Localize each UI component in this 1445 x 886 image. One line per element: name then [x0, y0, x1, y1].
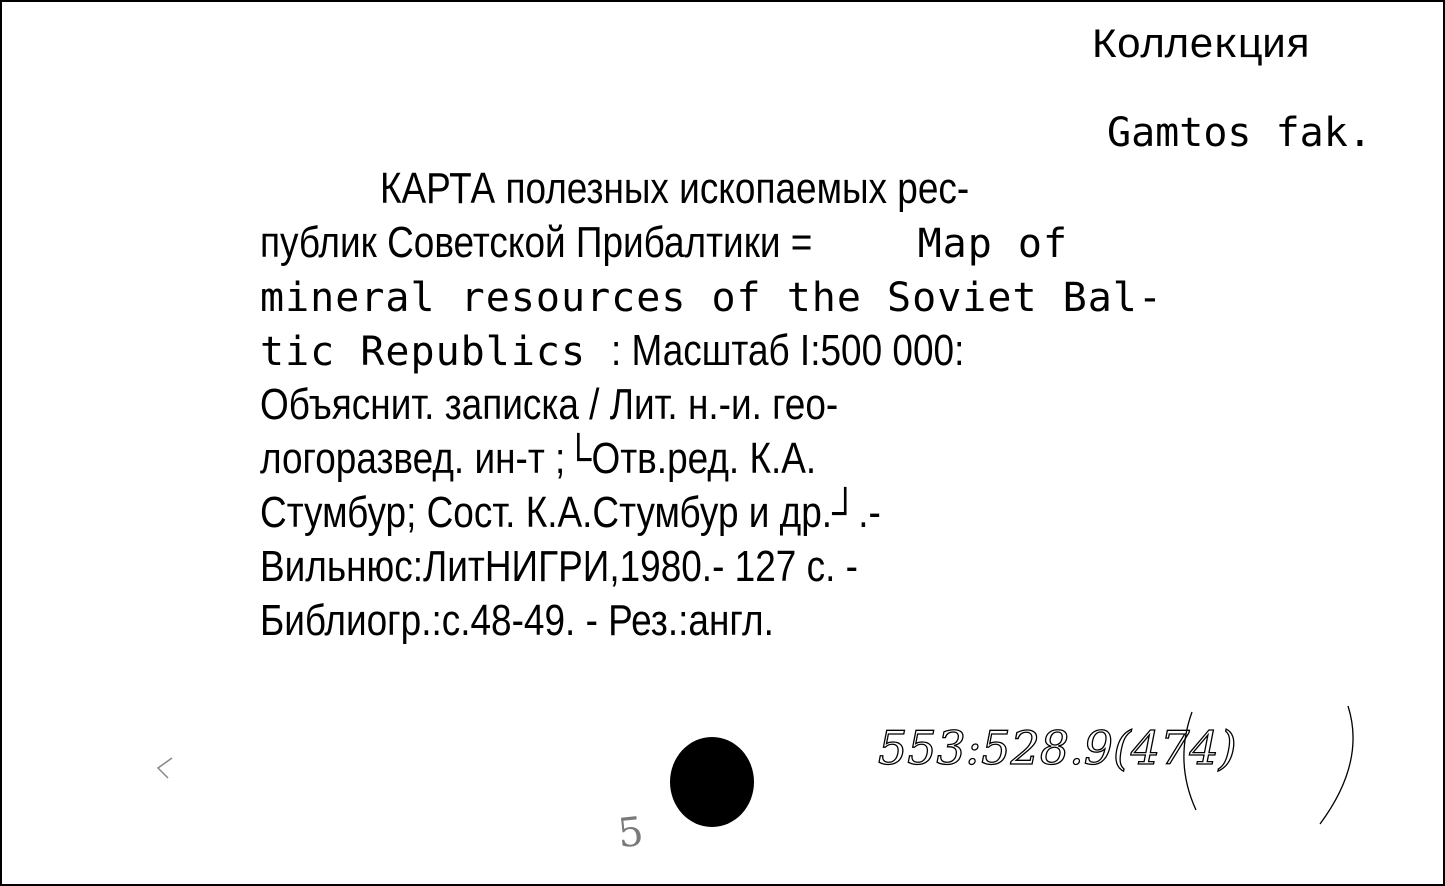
- punch-hole-dot: [670, 737, 754, 827]
- entry-line: логоразвед. ин-т ;└Отв.ред. К.А.: [260, 434, 817, 483]
- entry-line: публик Советской Прибалтики = Map of: [260, 218, 1069, 267]
- location-label: Gamtos fak.: [1107, 110, 1372, 156]
- pencil-mark-icon: [150, 754, 178, 782]
- entry-line: Вильнюс:ЛитНИГРИ,1980.- 127 с. -: [260, 542, 858, 591]
- classmark-text: 553:528.9(474): [878, 721, 1237, 775]
- bibliographic-entry: [260, 162, 1400, 648]
- classmark-handwritten: [874, 692, 1374, 832]
- entry-line: mineral resources of the Soviet Bal-: [260, 275, 1163, 321]
- entry-line: tic Republics : Масштаб I:500 000:: [260, 326, 965, 375]
- collection-label: Коллекция: [1092, 22, 1310, 70]
- pencil-number: 5: [615, 808, 646, 858]
- entry-line: Стумбур; Сост. К.А.Стумбур и др.┘.-: [260, 488, 881, 537]
- entry-line: КАРТА полезных ископаемых рес-: [380, 164, 970, 213]
- entry-line: Объяснит. записка / Лит. н.-и. гео-: [260, 380, 839, 429]
- entry-line: Библиогр.:с.48-49. - Рез.:англ.: [260, 596, 774, 645]
